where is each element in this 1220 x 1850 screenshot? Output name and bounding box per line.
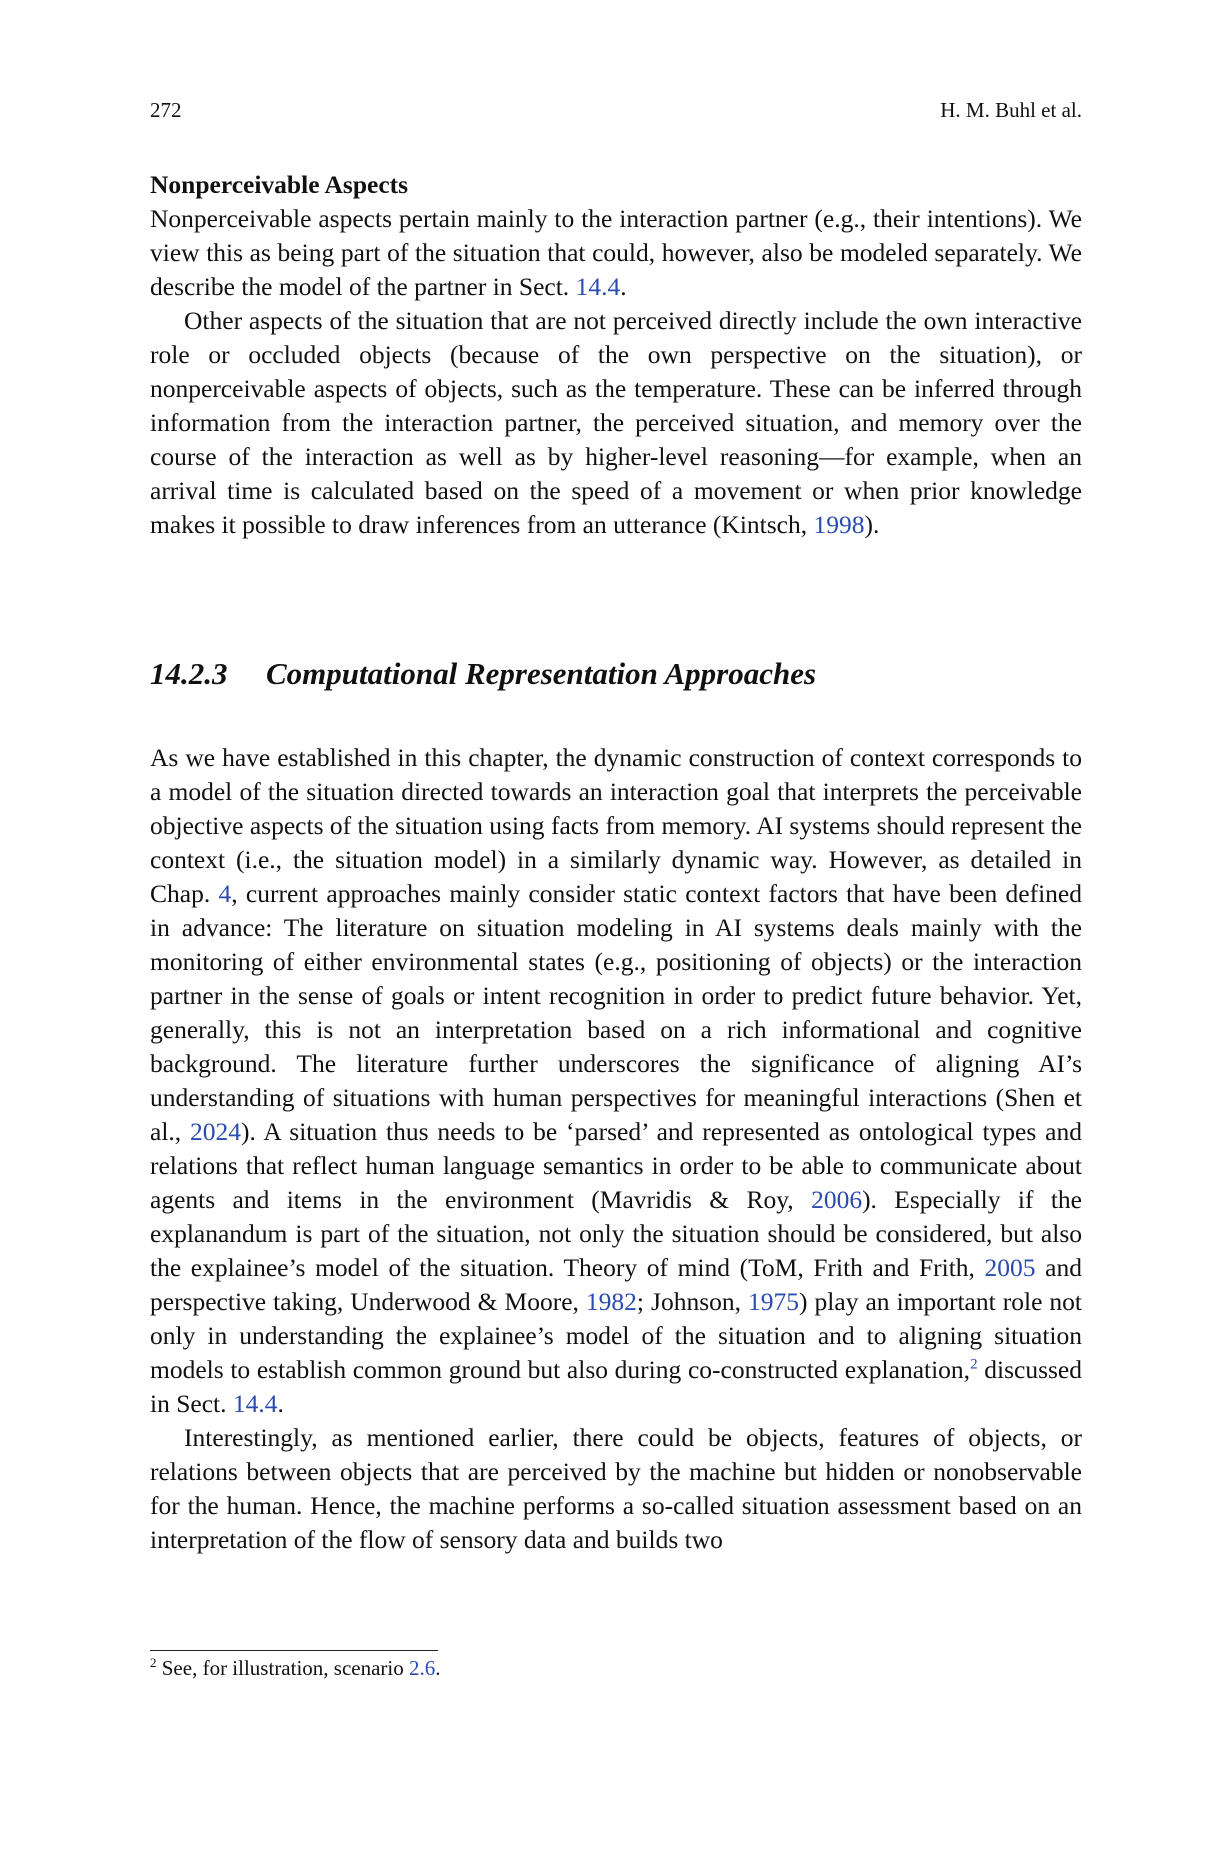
paragraph: As we have established in this chapter, the dynamic construction of context corresponds to a model of the situation directed towards an interaction goal that interprets the perceivable objective aspects of the situation using facts from memory. AI systems should represent the context (i.e., the situation model) in a similarly dynamic way. However, as detailed in Chap. 4, current approaches mainly consider static context factors that have been defined in advance: The literature on situation modeling in AI systems deals mainly with the monitoring of either environmental states (e.g., positioning of objects) or the interaction partner in the sense of goals or intent recognition in order to predict future behavior. Yet, generally, this is not an interpretation based on a rich informational and cognitive background. The literature further underscores the significance of aligning AI’s understanding of situations with human perspectives for meaningful interactions (Shen et al., 2024). A situation thus needs to be ‘parsed’ and represented as ontological types and relations that reflect human language semantics in order to be able to communicate about agents and items in the environment (Mavridis & Roy, 2006). Especially if the explanandum is part of the situation, not only the situation should be considered, but also the explainee’s model of the situation. Theory of mind (ToM, Frith and Frith, 2005 and perspective taking, Underwood & Moore, 1982; Johnson, 1975) play an important role not only in understanding the explainee’s model of the situation and to aligning situation models to establish common ground but also during co-constructed explanation,$^2$ discussed in Sect. 14.4. bbox=[150, 743, 1082, 1418]
footnote-rule bbox=[150, 1650, 438, 1651]
section-number: 14.2.3 bbox=[150, 656, 228, 691]
scenario-link[interactable]: 2.6 bbox=[409, 1656, 436, 1680]
section-body bbox=[150, 741, 1082, 1557]
section-title: Computational Representation Approaches bbox=[266, 656, 817, 691]
footnote: $^2$ See, for illustration, scenario 2.6. bbox=[150, 1655, 441, 1680]
footnote-marker[interactable]: 2 bbox=[970, 1356, 978, 1373]
citation-link[interactable]: 1998 bbox=[813, 510, 865, 539]
footnote-number: 2 bbox=[150, 1655, 157, 1670]
paragraph: Interestingly, as mentioned earlier, there could be objects, features of objects, or relations between objects that are perceived by the machine but hidden or nonobservable for the human. Hence, the machine performs a so-called situation assessment based on an interpretation of the flow of sensory data and builds two bbox=[150, 1423, 1082, 1554]
paragraph: Other aspects of the situation that are not perceived directly include the own interactive role or occluded objects (because of the own perspective on the situation), or nonperceivable aspects of objects, such as the temperature. These can be inferred through information from the interaction partner, the perceived situation, and memory over the course of the interaction as well as by higher-level reasoning—for example, when an arrival time is calculated based on the speed of a movement or when prior knowledge makes it possible to draw inferences from an utterance (Kintsch, 1998). bbox=[150, 306, 1082, 539]
citation-link[interactable]: 2005 bbox=[984, 1253, 1036, 1282]
citation-link[interactable]: 2006 bbox=[811, 1185, 863, 1214]
citation-link[interactable]: 1975 bbox=[748, 1287, 800, 1316]
run-in-heading: Nonperceivable Aspects bbox=[150, 170, 409, 199]
citation-link[interactable]: 2024 bbox=[190, 1117, 242, 1146]
running-authors: H. M. Buhl et al. bbox=[940, 98, 1082, 122]
section-link[interactable]: 14.4 bbox=[232, 1389, 278, 1418]
citation-link[interactable]: 1982 bbox=[585, 1287, 637, 1316]
page-number: 272 bbox=[150, 98, 182, 122]
chapter-link[interactable]: 4 bbox=[218, 879, 232, 908]
running-head bbox=[150, 98, 1082, 123]
section-link[interactable]: 14.4 bbox=[575, 272, 621, 301]
paragraph: Nonperceivable Aspects Nonperceivable aspects pertain mainly to the interaction partner (e.g., their intentions). We view this as being part of the situation that could, however, also be modeled separately. We describe the model of the partner in Sect. 14.4. bbox=[150, 170, 1082, 301]
subsection-nonperceivable bbox=[150, 168, 1082, 542]
section-heading bbox=[150, 656, 816, 692]
